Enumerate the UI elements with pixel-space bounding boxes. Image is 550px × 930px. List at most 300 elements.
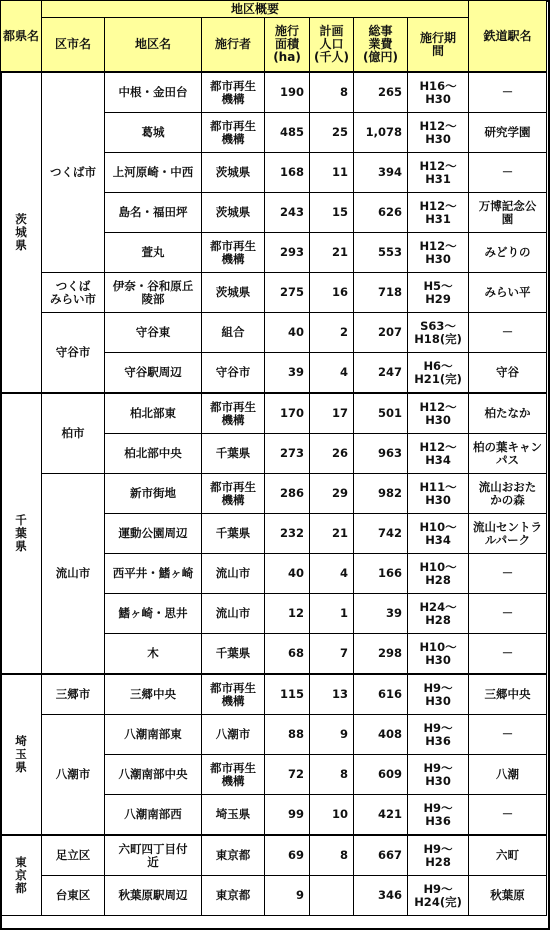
period-line: H36 (425, 733, 451, 748)
period-cell (408, 514, 469, 554)
implementer-line: 八潮市 (215, 727, 251, 741)
implementer-line: 埼玉県 (215, 807, 251, 821)
period-cell (408, 153, 469, 193)
header-cost-line: 業費 (368, 37, 393, 51)
city-cell: 八潮市 (42, 715, 105, 836)
cost-cell: 166 (354, 554, 408, 594)
period-line: H5～ (423, 278, 453, 293)
period-cell (408, 434, 469, 474)
cost-cell: 626 (354, 193, 408, 233)
header-prefecture: 都県名 (1, 1, 42, 73)
district-name-line: 秋葉原駅周辺 (118, 888, 188, 902)
table-row (1, 393, 547, 434)
implementer-cell (202, 514, 265, 554)
population-cell: 7 (310, 634, 354, 675)
city-name-line: つくば (55, 278, 91, 293)
implementer-line: 都市再生 (210, 399, 256, 414)
prefecture-char: 茨 (15, 212, 27, 226)
station-cell (469, 755, 547, 795)
implementer-line: 茨城県 (215, 165, 251, 179)
population-cell: 2 (310, 313, 354, 353)
station-cell (469, 353, 547, 394)
station-cell (469, 795, 547, 836)
district-name-line: 近 (147, 854, 159, 869)
station-cell (469, 193, 547, 233)
period-cell (408, 755, 469, 795)
header-implementer: 施行者 (202, 18, 265, 73)
period-cell (408, 674, 469, 715)
station-line: 柏の葉キャン (473, 439, 543, 454)
cost-cell: 609 (354, 755, 408, 795)
district-cell (105, 474, 202, 514)
table-row (1, 876, 547, 916)
station-line: 園 (501, 211, 514, 226)
period-cell (408, 313, 469, 353)
district-name-line: 守谷駅周辺 (124, 365, 182, 379)
implementer-cell (202, 233, 265, 273)
header-district: 地区名 (105, 18, 202, 73)
district-name-line: 伊奈・谷和原丘 (112, 278, 194, 293)
area-cell: 273 (265, 434, 310, 474)
station-cell (469, 554, 547, 594)
period-cell (408, 634, 469, 675)
period-line: H9～ (423, 680, 453, 695)
period-line: H34 (425, 532, 451, 547)
station-line: － (501, 566, 514, 580)
city-cell: 三郷市 (42, 674, 105, 715)
population-cell: 9 (310, 715, 354, 755)
prefecture-cell (1, 393, 42, 674)
period-line: S63～ (420, 318, 456, 333)
period-line: H28 (425, 612, 451, 627)
table-row (1, 474, 547, 514)
station-line: 流山おおた (478, 479, 537, 494)
city-cell: 守谷市 (42, 313, 105, 394)
period-line: H12～ (419, 198, 457, 213)
cost-cell: 408 (354, 715, 408, 755)
period-cell (408, 876, 469, 916)
period-cell (408, 72, 469, 113)
district-name-line: 陵部 (141, 291, 165, 306)
district-cell (105, 554, 202, 594)
implementer-line: 東京都 (215, 888, 251, 902)
prefecture-char: 千 (15, 513, 27, 527)
table-row (1, 674, 547, 715)
implementer-line: 都市再生 (210, 760, 256, 775)
period-cell (408, 594, 469, 634)
implementer-line: 千葉県 (215, 646, 251, 660)
cost-cell: 421 (354, 795, 408, 836)
period-line: H30 (425, 773, 451, 788)
implementer-line: 機構 (221, 91, 245, 106)
period-line: H12～ (419, 118, 457, 133)
station-line: 秋葉原 (490, 888, 525, 902)
period-line: H10～ (419, 559, 457, 574)
district-name-line: 新市街地 (130, 486, 176, 500)
prefecture-char: 東 (15, 855, 27, 869)
population-cell: 11 (310, 153, 354, 193)
district-name-line: 島名・福田坪 (118, 205, 188, 219)
prefecture-char: 城 (15, 225, 27, 239)
area-cell: 88 (265, 715, 310, 755)
period-cell (408, 233, 469, 273)
cost-cell: 394 (354, 153, 408, 193)
period-cell (408, 795, 469, 836)
population-cell: 21 (310, 514, 354, 554)
cost-cell: 501 (354, 393, 408, 434)
area-cell: 243 (265, 193, 310, 233)
period-line: H11～ (419, 479, 457, 494)
district-name-line: 西平井・鰭ヶ崎 (112, 566, 194, 580)
header-area-line: 面積 (274, 37, 299, 51)
period-line: H12～ (419, 158, 457, 173)
prefecture-char: 京 (15, 868, 27, 882)
cost-cell: 982 (354, 474, 408, 514)
city-cell (42, 273, 105, 313)
station-cell (469, 474, 547, 514)
prefecture-char: 県 (15, 539, 27, 553)
implementer-line: 都市再生 (210, 680, 256, 695)
period-cell (408, 554, 469, 594)
prefecture-cell (1, 674, 42, 835)
header-population-line: (千人) (314, 50, 349, 64)
header-period-line: 施行期 (420, 30, 457, 45)
period-line: H6～ (423, 358, 453, 373)
station-cell (469, 876, 547, 916)
implementer-cell (202, 795, 265, 836)
district-name-line: 萱丸 (141, 245, 165, 259)
city-cell: 柏市 (42, 393, 105, 474)
population-cell: 4 (310, 554, 354, 594)
station-cell (469, 674, 547, 715)
period-line: H16～ (419, 78, 457, 93)
area-cell: 232 (265, 514, 310, 554)
period-line: H30 (425, 412, 451, 427)
district-cell (105, 113, 202, 153)
prefecture-char: 玉 (15, 747, 27, 761)
period-line: H30 (425, 492, 451, 507)
period-line: H34 (425, 452, 451, 467)
cost-cell: 963 (354, 434, 408, 474)
station-line: 研究学園 (484, 125, 531, 139)
district-cell (105, 72, 202, 113)
header-area (265, 18, 310, 73)
station-line: かの森 (490, 492, 525, 507)
station-cell (469, 273, 547, 313)
district-name-line: 柏北部中央 (124, 446, 182, 460)
period-line: H30 (425, 131, 451, 146)
station-line: 柏たなか (484, 406, 531, 420)
period-line: H30 (425, 91, 451, 106)
population-cell: 25 (310, 113, 354, 153)
cost-cell: 553 (354, 233, 408, 273)
cost-cell: 1,078 (354, 113, 408, 153)
header-population-line: 人口 (319, 37, 344, 51)
cost-cell: 667 (354, 835, 408, 876)
area-cell: 9 (265, 876, 310, 916)
period-cell (408, 353, 469, 394)
station-cell (469, 313, 547, 353)
implementer-cell (202, 554, 265, 594)
implementer-line: 流山市 (215, 606, 251, 620)
header-cost-line: (億円) (363, 50, 398, 64)
district-name-line: 木 (147, 646, 159, 660)
district-cell (105, 153, 202, 193)
city-cell: 台東区 (42, 876, 105, 916)
population-cell: 8 (310, 835, 354, 876)
area-cell: 293 (265, 233, 310, 273)
implementer-line: 千葉県 (215, 526, 251, 540)
implementer-cell (202, 313, 265, 353)
district-cell (105, 715, 202, 755)
population-cell: 16 (310, 273, 354, 313)
implementer-cell (202, 715, 265, 755)
district-cell (105, 273, 202, 313)
district-name-line: 運動公園周辺 (118, 526, 188, 540)
implementer-line: 東京都 (215, 848, 251, 862)
implementer-line: 機構 (221, 251, 245, 266)
district-cell (105, 634, 202, 675)
station-line: 六町 (496, 848, 520, 862)
station-line: 流山セントラ (473, 519, 543, 534)
period-line: H24～ (419, 599, 457, 614)
implementer-line: 機構 (221, 693, 245, 708)
area-cell: 40 (265, 554, 310, 594)
station-cell (469, 153, 547, 193)
period-line: H21(完) (414, 371, 462, 386)
header-district-overview: 地区概要 (42, 1, 469, 18)
station-line: ルパーク (484, 532, 531, 547)
implementer-line: 都市再生 (210, 78, 256, 93)
population-cell: 13 (310, 674, 354, 715)
district-cell (105, 313, 202, 353)
area-cell: 286 (265, 474, 310, 514)
population-cell: 4 (310, 353, 354, 394)
population-cell: 8 (310, 755, 354, 795)
implementer-cell (202, 674, 265, 715)
district-cell (105, 674, 202, 715)
implementer-cell (202, 755, 265, 795)
area-cell: 69 (265, 835, 310, 876)
implementer-cell (202, 434, 265, 474)
district-name-line: 三郷中央 (130, 687, 176, 701)
cost-cell: 616 (354, 674, 408, 715)
period-line: H18(完) (414, 331, 462, 346)
population-cell: 21 (310, 233, 354, 273)
period-cell (408, 835, 469, 876)
period-line: H30 (425, 652, 451, 667)
station-line: － (501, 85, 514, 99)
population-cell: 17 (310, 393, 354, 434)
area-cell: 40 (265, 313, 310, 353)
station-cell (469, 715, 547, 755)
cost-cell: 207 (354, 313, 408, 353)
city-cell: 流山市 (42, 474, 105, 675)
period-line: H10～ (419, 639, 457, 654)
station-cell (469, 634, 547, 675)
period-line: H31 (425, 171, 451, 186)
district-name-line: 中根・金田台 (118, 85, 188, 99)
implementer-cell (202, 393, 265, 434)
cost-cell: 265 (354, 72, 408, 113)
implementer-line: 都市再生 (210, 479, 256, 494)
station-cell (469, 514, 547, 554)
header-cost-line: 総事 (368, 24, 393, 38)
district-cell (105, 393, 202, 434)
district-cell (105, 193, 202, 233)
population-cell (310, 876, 354, 916)
prefecture-char: 葉 (15, 526, 27, 540)
period-line: H9～ (423, 720, 453, 735)
period-line: H9～ (423, 881, 453, 896)
table-row (1, 273, 547, 313)
station-cell (469, 594, 547, 634)
implementer-line: 都市再生 (210, 118, 256, 133)
district-cell (105, 755, 202, 795)
city-name-line: みらい市 (50, 291, 96, 306)
implementer-cell (202, 153, 265, 193)
area-cell: 68 (265, 634, 310, 675)
implementer-cell (202, 193, 265, 233)
city-cell: つくば市 (42, 72, 105, 273)
period-cell (408, 474, 469, 514)
district-cell (105, 514, 202, 554)
period-line: H24(完) (414, 894, 462, 909)
header-period (408, 18, 469, 73)
area-cell: 485 (265, 113, 310, 153)
header-station: 鉄道駅名 (469, 1, 547, 73)
period-line: H9～ (423, 841, 453, 856)
implementer-line: 機構 (221, 131, 245, 146)
implementer-cell (202, 353, 265, 394)
station-line: － (501, 727, 514, 741)
period-line: H29 (425, 291, 451, 306)
population-cell: 26 (310, 434, 354, 474)
area-cell: 190 (265, 72, 310, 113)
table-row (1, 72, 547, 113)
implementer-line: 千葉県 (215, 446, 251, 460)
implementer-line: 流山市 (215, 566, 251, 580)
district-name-line: 八潮南部中央 (118, 767, 188, 781)
area-cell: 115 (265, 674, 310, 715)
period-line: H28 (425, 572, 451, 587)
area-cell: 39 (265, 353, 310, 394)
header-area-line: 施行 (274, 24, 299, 38)
prefecture-char: 埼 (15, 734, 27, 748)
station-cell (469, 393, 547, 434)
area-cell: 12 (265, 594, 310, 634)
period-line: H30 (425, 693, 451, 708)
period-line: H9～ (423, 760, 453, 775)
area-cell: 72 (265, 755, 310, 795)
population-cell: 15 (310, 193, 354, 233)
area-cell: 170 (265, 393, 310, 434)
area-cell: 168 (265, 153, 310, 193)
area-cell: 275 (265, 273, 310, 313)
station-cell (469, 72, 547, 113)
district-name-line: 守谷東 (135, 325, 171, 339)
implementer-cell (202, 876, 265, 916)
implementer-line: 守谷市 (215, 365, 251, 379)
implementer-cell (202, 594, 265, 634)
implementer-line: 機構 (221, 773, 245, 788)
period-cell (408, 393, 469, 434)
header-period-line: 間 (432, 43, 445, 58)
cost-cell: 298 (354, 634, 408, 675)
station-line: － (501, 606, 514, 620)
period-line: H28 (425, 854, 451, 869)
header-area-line: (ha) (273, 50, 301, 64)
header-cost (354, 18, 408, 73)
period-line: H12～ (419, 238, 457, 253)
header-population (310, 18, 354, 73)
implementer-line: 都市再生 (210, 238, 256, 253)
district-name-line: 鰭ヶ崎・思井 (118, 606, 188, 620)
station-line: パス (496, 452, 520, 467)
population-cell: 10 (310, 795, 354, 836)
district-name-line: 八潮南部西 (124, 807, 182, 821)
table-body (1, 72, 547, 916)
implementer-line: 茨城県 (215, 285, 251, 299)
cost-cell: 39 (354, 594, 408, 634)
population-cell: 8 (310, 72, 354, 113)
cost-cell: 742 (354, 514, 408, 554)
period-line: H36 (425, 813, 451, 828)
implementer-cell (202, 72, 265, 113)
station-cell (469, 835, 547, 876)
implementer-cell (202, 113, 265, 153)
district-cell (105, 594, 202, 634)
prefecture-cell (1, 72, 42, 393)
period-line: H10～ (419, 519, 457, 534)
district-name-line: 六町四丁目付 (118, 841, 188, 856)
period-line: H12～ (419, 399, 457, 414)
period-line: H30 (425, 251, 451, 266)
station-line: － (501, 807, 514, 821)
period-cell (408, 273, 469, 313)
district-name-line: 葛城 (141, 125, 165, 139)
implementer-cell (202, 835, 265, 876)
district-cell (105, 353, 202, 394)
station-cell (469, 434, 547, 474)
period-line: H31 (425, 211, 451, 226)
area-cell: 99 (265, 795, 310, 836)
table-row (1, 313, 547, 353)
station-line: 八潮 (496, 767, 520, 781)
implementer-line: 組合 (221, 325, 245, 339)
cost-cell: 718 (354, 273, 408, 313)
table-row (1, 715, 547, 755)
period-cell (408, 193, 469, 233)
period-cell (408, 715, 469, 755)
header-population-line: 計画 (319, 24, 344, 38)
population-cell: 1 (310, 594, 354, 634)
station-line: 守谷 (496, 365, 520, 379)
station-line: 万博記念公 (478, 198, 537, 213)
district-name-line: 八潮南部東 (124, 727, 182, 741)
prefecture-cell (1, 835, 42, 916)
cost-cell: 346 (354, 876, 408, 916)
district-name-line: 上河原崎・中西 (112, 165, 194, 179)
implementer-line: 茨城県 (215, 205, 251, 219)
district-cell (105, 434, 202, 474)
implementer-cell (202, 634, 265, 675)
district-cell (105, 835, 202, 876)
district-name-line: 柏北部東 (130, 406, 176, 420)
table-row (1, 835, 547, 876)
station-line: 三郷中央 (484, 687, 531, 701)
implementer-line: 機構 (221, 412, 245, 427)
